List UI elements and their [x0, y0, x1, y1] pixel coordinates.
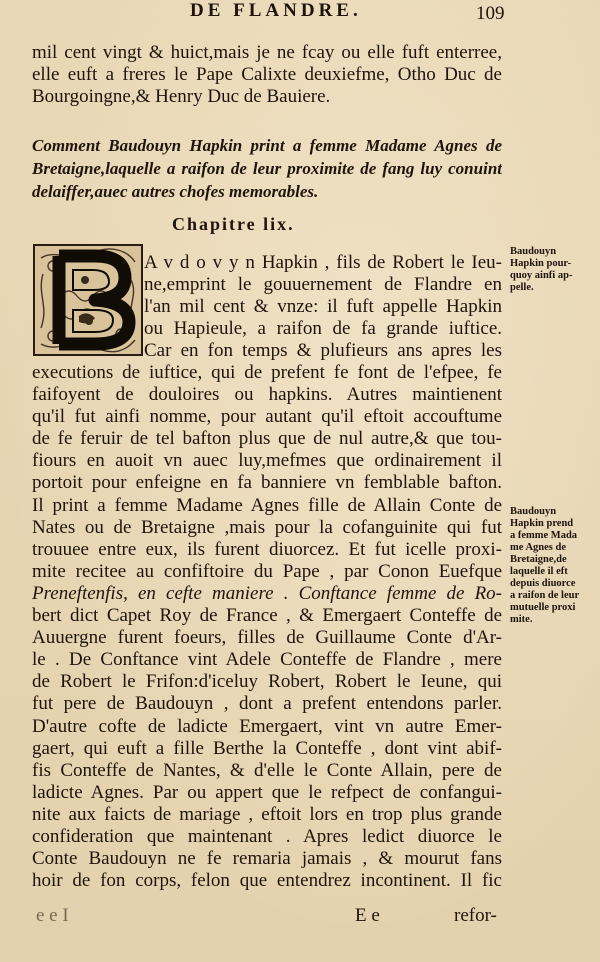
text-line: de fe feruir de tel bafton plus que de nul autre,& que tou- [32, 428, 502, 450]
text-line: l'an mil cent & vnze: il fuft appelle Hapkin [144, 296, 502, 318]
text-line: A v d o v y n Hapkin , fils de Robert le Ieu- [144, 252, 502, 273]
text-line: mite recitee au confiftoire du Pape , par Conon Euefque [32, 560, 502, 582]
text-line: le . De Conftance vint Adele Conteffe de Flandre , mere [32, 649, 502, 671]
text-line: qu'il fut ainfi nomme, pour autant qu'il eftoit accouftume [32, 406, 502, 428]
chapter-heading: Chapitre lix. [172, 214, 295, 234]
catchword: refor- [454, 905, 497, 926]
marginal-note-2 [510, 506, 592, 626]
page-number: 109 [476, 3, 505, 24]
note-line: mutuelle proxi [510, 602, 576, 613]
signature-mark: e e I [36, 905, 69, 926]
note-line: depuis diuorce [510, 578, 576, 589]
text-line: fis Conteffe de Nantes, & d'elle le Conte Allain, pere de [32, 759, 502, 781]
text-line: Auuergne furent foeurs, filles de Guillaume Conte d'Ar- [32, 627, 502, 649]
text-line: ladicte Agnes. Par ou appert que le refpect de confangui- [32, 781, 502, 803]
text-line: gaert, qui euft a fille Berthe la Conteffe , dont vint abif- [32, 737, 502, 759]
note-line: mite. [510, 614, 533, 625]
text-line: ou Hapieule, a raifon de fa grande iuftice. [144, 318, 502, 340]
text-line: bert dict Capet Roy de France , & Emergaert Conteffe de [32, 605, 502, 627]
text-line: confideration que maintenant . Apres ledict diuorce le [32, 825, 502, 847]
note-line: a femme Mada [510, 530, 578, 541]
text-line: de Robert le Frifon:d'iceluy Robert, Robert le Ieune, qui [32, 671, 502, 693]
note-line: pelle. [510, 282, 534, 293]
drop-cap-paragraph [144, 252, 502, 362]
text-line: Car en fon temps & plufieurs ans apres les [144, 340, 502, 362]
chapter-summary [32, 134, 502, 203]
running-head [0, 0, 600, 24]
opening-paragraph [32, 42, 502, 108]
text-line: mil cent vingt & huict,mais je ne fcay ou elle fuft enterree, [32, 42, 502, 63]
text-line: portoit pour enfeigne en fa banniere vn femblable bafton. [32, 472, 502, 494]
running-title: DE FLANDRE. [190, 0, 362, 21]
note-line: Hapkin pour- [510, 258, 572, 269]
text-line: faifoyent de douloires ou hapkins. Autres maintienent [32, 384, 502, 406]
text-line: D'autre cofte de ladicte Emergaert, vint vn autre Emer- [32, 715, 502, 737]
note-line: quoy ainfi ap- [510, 270, 573, 281]
text-line: Conte Baudouyn ne fe remaria jamais , & mourut fans [32, 848, 502, 870]
signature: E e [355, 905, 380, 926]
marginal-note-1 [510, 246, 592, 294]
summary-line: Bretaigne,laquelle a raifon de leur proximite de fang luy conuint [32, 159, 502, 178]
note-line: Baudouyn [510, 506, 557, 517]
text-line: Bourgoingne,& Henry Duc de Bauiere. [32, 86, 331, 108]
note-line: Bretaigne,de [510, 554, 567, 565]
note-line: laquelle il eft [510, 566, 568, 577]
summary-line: delaiffer,auec autres chofes memorables. [32, 182, 319, 201]
summary-line: Comment Baudouyn Hapkin print a femme Madame Agnes de [32, 136, 502, 155]
text-line: Il print a femme Madame Agnes fille de Allain Conte de [32, 494, 502, 516]
text-line: executions de iuftice, qui de prefent fe font de l'efpee, fe [32, 362, 502, 383]
text-line: Nates ou de Bretaigne ,mais pour la cofanguinite qui fut [32, 516, 502, 538]
text-line: elle euft a freres le Pape Calixte deuxiefme, Otho Duc de [32, 64, 502, 86]
text-line: fut pere de Baudouyn , dont a prefent entendons parler. [32, 693, 502, 715]
note-line: Hapkin prend [510, 518, 574, 529]
note-line: me Agnes de [510, 542, 566, 553]
note-line: a raifon de leur [510, 590, 580, 601]
text-line: Preneftenfis, en cefte maniere . Conftance femme de Ro- [32, 582, 502, 604]
note-line: Baudouyn [510, 246, 557, 257]
text-line: ne,emprint le gouuernement de Flandre en [144, 274, 502, 296]
text-line: nite aux faicts de mariage , eftoit lors en trop plus grande [32, 803, 502, 825]
text-line: hoir de fon corps, felon que entendrez incontinent. Il fic [32, 870, 502, 892]
decorated-initial-b [33, 244, 143, 356]
main-paragraph [32, 362, 502, 892]
text-line: trouuee entre eux, ils furent diuorcez. Et fut icelle proxi- [32, 538, 502, 560]
text-line: fiours en auoit vn auec luy,mefmes que ordinairement il [32, 450, 502, 472]
